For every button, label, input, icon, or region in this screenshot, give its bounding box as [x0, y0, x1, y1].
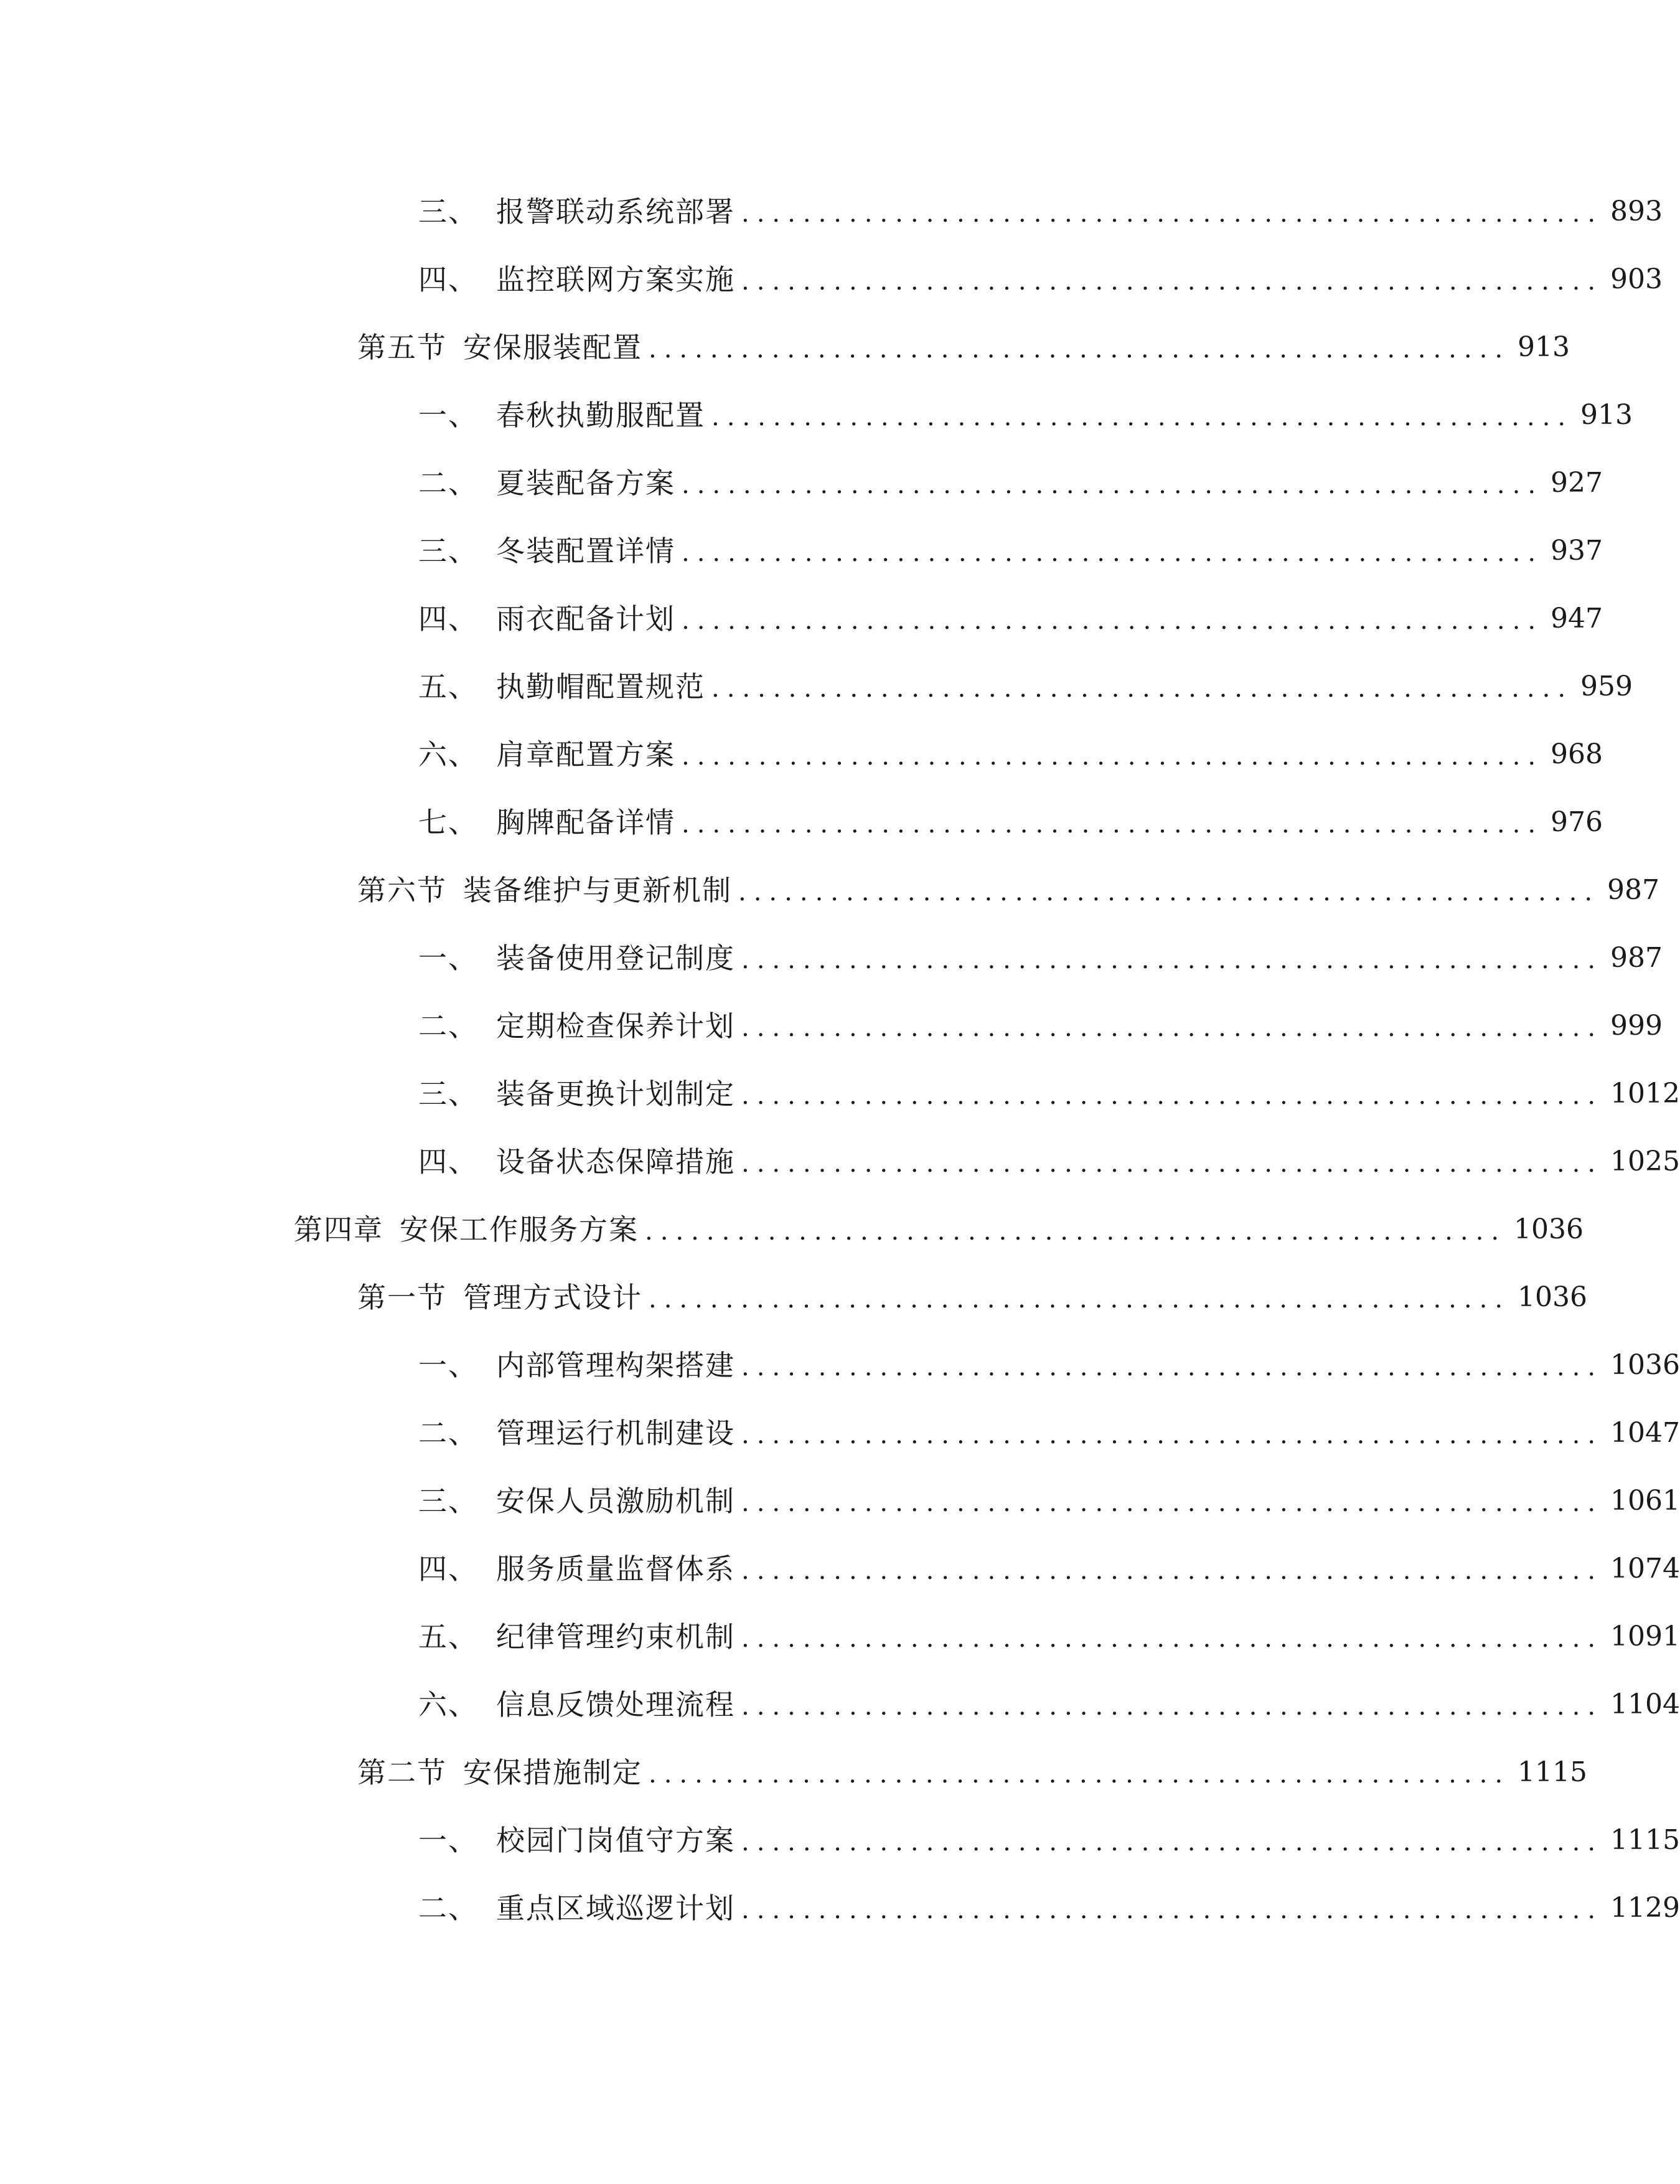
dot-leader: ........................................................ [741, 1624, 1603, 1653]
toc-entry[interactable] [418, 1544, 1680, 1594]
toc-entry-number: 五、 [418, 670, 478, 704]
dot-leader: ........................................................ [649, 1285, 1511, 1314]
dot-leader: ........................................................ [741, 1489, 1603, 1517]
toc-entry-title: 设备状态保障措施 [496, 1145, 735, 1179]
toc-entry[interactable] [418, 662, 1633, 712]
toc-entry-page: 937 [1551, 535, 1603, 567]
dot-leader: ........................................................ [711, 403, 1574, 431]
toc-entry-page: 1091 [1610, 1621, 1680, 1652]
toc-entry-title: 冬装配置详情 [496, 534, 675, 568]
toc-entry-page: 927 [1551, 467, 1603, 499]
toc-entry-number: 一、 [418, 398, 478, 432]
toc-entry-number: 四、 [418, 1552, 478, 1586]
toc-entry-page: 1115 [1518, 1756, 1588, 1788]
toc-entry-title: 管理运行机制建设 [496, 1416, 735, 1450]
toc-entry-page: 1129 [1610, 1892, 1680, 1924]
toc-entry-title: 监控联网方案实施 [496, 263, 735, 296]
toc-entry-number: 二、 [418, 1891, 478, 1925]
dot-leader: ........................................................ [682, 606, 1544, 635]
toc-entry-title: 春秋执勤服配置 [496, 398, 705, 432]
toc-entry-number: 二、 [418, 1416, 478, 1450]
toc-entry-title: 装备使用登记制度 [496, 941, 735, 975]
toc-entry[interactable] [357, 865, 1660, 915]
toc-entry-number: 一、 [418, 1824, 478, 1857]
toc-entry[interactable] [418, 1612, 1680, 1662]
toc-entry-number: 第六节 [357, 873, 447, 907]
toc-entry-number: 二、 [418, 466, 478, 500]
toc-entry-title: 重点区域巡逻计划 [496, 1891, 735, 1925]
toc-entry[interactable] [418, 526, 1603, 576]
toc-entry-number: 二、 [418, 1009, 478, 1043]
toc-entry-page: 1012 [1610, 1078, 1680, 1109]
dot-leader: ........................................................ [741, 1828, 1603, 1857]
toc-entry[interactable] [357, 1748, 1588, 1797]
toc-entry-page: 893 [1610, 195, 1663, 227]
dot-leader: ........................................................ [738, 878, 1600, 906]
toc-entry-page: 1036 [1518, 1281, 1588, 1313]
toc-entry[interactable] [418, 1476, 1680, 1526]
toc-entry[interactable] [418, 1680, 1680, 1730]
toc-entry-number: 四、 [418, 1145, 478, 1179]
toc-entry-page: 1115 [1610, 1824, 1680, 1856]
toc-entry-page: 1036 [1610, 1349, 1680, 1381]
toc-entry-number: 三、 [418, 1077, 478, 1111]
toc-entry-page: 1036 [1514, 1213, 1584, 1245]
dot-leader: ........................................................ [682, 742, 1544, 771]
toc-entry-number: 第二节 [357, 1756, 447, 1789]
toc-entry[interactable] [418, 730, 1603, 779]
toc-entry-title: 服务质量监督体系 [496, 1552, 735, 1586]
toc-entry[interactable] [418, 1069, 1680, 1119]
toc-entry-page: 1104 [1610, 1688, 1680, 1720]
dot-leader: ........................................................ [741, 1014, 1603, 1042]
toc-entry[interactable] [418, 1001, 1663, 1051]
toc-entry-page: 913 [1518, 331, 1570, 363]
toc-entry-page: 987 [1607, 874, 1660, 906]
toc-entry[interactable] [418, 933, 1663, 983]
toc-entry-number: 六、 [418, 738, 478, 771]
toc-entry[interactable] [418, 1408, 1680, 1458]
toc-entry-title: 安保人员激励机制 [496, 1484, 735, 1518]
dot-leader: ........................................................ [741, 267, 1603, 296]
toc-entry[interactable] [418, 458, 1603, 508]
dot-leader: ........................................................ [682, 810, 1544, 839]
toc-entry[interactable] [418, 1340, 1680, 1390]
toc-entry-page: 1025 [1610, 1146, 1680, 1177]
toc-entry-number: 七、 [418, 806, 478, 839]
dot-leader: ........................................................ [649, 1760, 1511, 1789]
toc-entry-page: 913 [1580, 399, 1633, 431]
toc-entry[interactable] [418, 594, 1603, 644]
toc-entry-title: 执勤帽配置规范 [496, 670, 705, 704]
dot-leader: ........................................................ [682, 471, 1544, 499]
toc-entry-title: 定期检查保养计划 [496, 1009, 735, 1043]
toc-entry-title: 夏装配备方案 [496, 466, 675, 500]
toc-entry[interactable] [418, 1883, 1680, 1933]
toc-entry-page: 968 [1551, 738, 1603, 770]
toc-entry-title: 安保工作服务方案 [400, 1213, 639, 1246]
toc-entry-page: 1061 [1610, 1485, 1680, 1517]
toc-entry-number: 五、 [418, 1620, 478, 1654]
toc-entry[interactable] [418, 390, 1633, 440]
toc-entry-page: 903 [1610, 263, 1663, 295]
toc-entry-title: 信息反馈处理流程 [496, 1688, 735, 1721]
toc-entry-title: 装备更换计划制定 [496, 1077, 735, 1111]
toc-entry-title: 内部管理构架搭建 [496, 1349, 735, 1382]
toc-entry[interactable] [418, 1815, 1680, 1865]
toc-entry-title: 装备维护与更新机制 [463, 873, 732, 907]
toc-entry-title: 管理方式设计 [463, 1281, 642, 1314]
toc-entry-number: 第五节 [357, 331, 447, 364]
toc-entry-page: 987 [1610, 942, 1663, 974]
dot-leader: ........................................................ [741, 199, 1603, 228]
toc-entry[interactable] [418, 798, 1603, 847]
toc-entry-number: 第四章 [294, 1213, 383, 1246]
toc-entry-page: 959 [1580, 671, 1633, 702]
dot-leader: ........................................................ [741, 1692, 1603, 1721]
toc-entry-title: 雨衣配备计划 [496, 602, 675, 636]
toc-entry-title: 安保措施制定 [463, 1756, 642, 1789]
toc-entry[interactable] [357, 322, 1570, 372]
toc-entry-title: 纪律管理约束机制 [496, 1620, 735, 1654]
dot-leader: ........................................................ [682, 539, 1544, 567]
toc-entry-page: 947 [1551, 603, 1603, 634]
toc-entry-number: 三、 [418, 195, 478, 228]
toc-entry-page: 999 [1610, 1010, 1663, 1042]
toc-entry[interactable] [294, 1205, 1584, 1254]
toc-entry-number: 四、 [418, 263, 478, 296]
dot-leader: ........................................................ [741, 1081, 1603, 1110]
dot-leader: ........................................................ [711, 674, 1574, 703]
toc-entry-number: 四、 [418, 602, 478, 636]
dot-leader: ........................................................ [741, 1421, 1603, 1449]
toc-entry[interactable] [418, 1137, 1680, 1187]
dot-leader: ........................................................ [741, 1556, 1603, 1585]
toc-entry[interactable] [418, 255, 1663, 304]
toc-entry-title: 肩章配置方案 [496, 738, 675, 771]
toc-entry-number: 三、 [418, 1484, 478, 1518]
toc-entry-page: 1074 [1610, 1553, 1680, 1584]
dot-leader: ........................................................ [741, 1353, 1603, 1381]
toc-entry-title: 安保服装配置 [463, 331, 642, 364]
dot-leader: ........................................................ [649, 335, 1511, 364]
toc-entry-title: 胸牌配备详情 [496, 806, 675, 839]
toc-entry-title: 报警联动系统部署 [496, 195, 735, 228]
dot-leader: ........................................................ [741, 1149, 1603, 1178]
toc-entry-page: 1047 [1610, 1417, 1680, 1449]
toc-entry-number: 一、 [418, 941, 478, 975]
toc-entry-number: 一、 [418, 1349, 478, 1382]
toc-entry-number: 六、 [418, 1688, 478, 1721]
toc-entry-number: 第一节 [357, 1281, 447, 1314]
toc-entry-title: 校园门岗值守方案 [496, 1824, 735, 1857]
toc-entry[interactable] [418, 187, 1663, 237]
toc-entry-page: 976 [1551, 806, 1603, 838]
toc-entry[interactable] [357, 1273, 1588, 1322]
dot-leader: ........................................................ [645, 1217, 1507, 1246]
dot-leader: ........................................................ [741, 946, 1603, 974]
dot-leader: ........................................................ [741, 1896, 1603, 1924]
toc-entry-number: 三、 [418, 534, 478, 568]
